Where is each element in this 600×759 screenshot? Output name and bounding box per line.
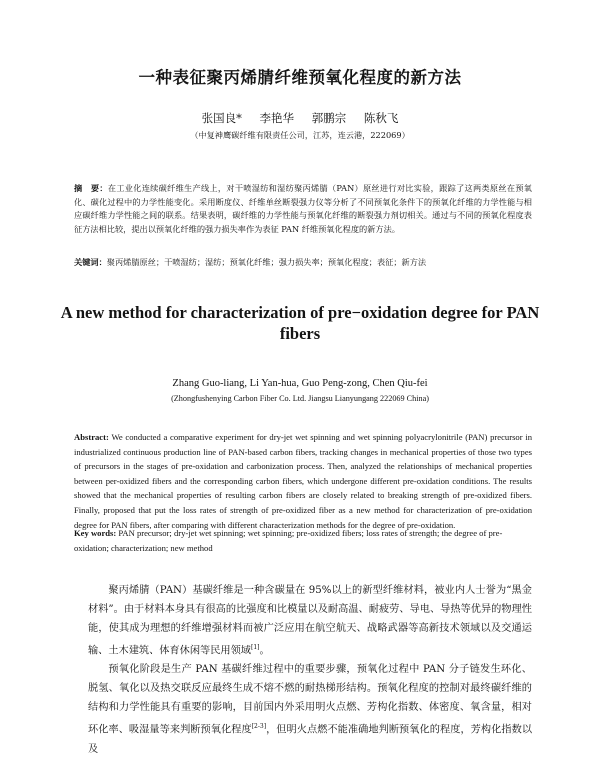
chinese-keywords: [74, 257, 532, 268]
body-paragraph-text: 预氧化阶段是生产 PAN 基碳纤维过程中的重要步骤，预氧化过程中 PAN 分子链发生环化、脱氢、氧化以及热交联反应最终生成不熔不燃的耐热梯形结构。预氧化程度的控制对最终碳纤维的结构和力学性能具有重要的影响，目前国内外采用明火点燃、芳构化指数、体密度、氧含量，相对环化率、吸湿量等来判断预氧化程度: [88, 664, 532, 736]
chinese-abstract-text: 在工业化连续碳纤维生产线上，对干喷湿纺和湿纺聚丙烯腈（PAN）原丝进行对比实验，跟踪了这两类原丝在预氧化、碳化过程中的力学性能变化。采用断度仪、纤维单丝断裂强力仪等分析了不同预氧化条件下的预氧化纤维的力学性能与相应碳纤维力学性能之间的联系。结果表明，碳纤维的力学性能与预氧化纤维的断裂强力剂切相关。通过与不同的预氧化程度表征方法相比较，提出以预氧化纤维的强力损失率作为表征 PAN 纤维预氧化程度的新方法。: [74, 183, 532, 234]
body-paragraph: [88, 581, 532, 660]
english-abstract: [74, 430, 532, 532]
english-authors: Zhang Guo-liang, Li Yan-hua, Guo Peng-zong, Chen Qiu-fei: [172, 378, 428, 389]
chinese-title: 一种表征聚丙烯腈纤维预氧化程度的新方法: [138, 68, 462, 87]
english-abstract-text: We conducted a comparative experiment for dry-jet wet spinning and wet spinning polyacrylonitrile (PAN) precursor in industrialized continuous production line of PAN-based carbon fibers, tracking changes in mechanical properties of those two types of precursors in the stages of pre-oxidation and carbonization process. Then, analyzed the relationships of mechanical properties between per-oxidized fibers and the corresponding carbon fibers, which undergone different pre-oxidation conditions. The results showed that the mechanical properties of resulting carbon fibers are closely related to breaking strength of pre-oxidized fibers. Finally, proposed that put the loss rates of strength of pre-oxidized fiber as a new method for characterization of pre-oxidation degree for PAN fibers, after comparing with different characterization methods for the degree of pre-oxidation.: [74, 432, 532, 530]
english-abstract-label: Abstract:: [74, 432, 109, 442]
body-text: [88, 581, 532, 759]
body-paragraph-text: 聚丙烯腈（PAN）基碳纤维是一种含碳量在 95%以上的新型纤维材料，被业内人士誉为“黑金材料”。由于材料本身具有很高的比强度和比模量以及耐高温、耐疲劳、导电、导热等优异的物理性能，使其成为理想的纤维增强材料而被广泛应用在航空航天、战略武器等高新技术领域以及交通运输、土木建筑、体育休闲等民用领域: [88, 585, 532, 657]
citation-ref: [1]: [251, 644, 260, 651]
english-keywords-text: PAN precursor; dry-jet wet spinning; wet spinning; pre-oxidized fibers; loss rates of strength; the degree of pre-oxidation; characterization; new method: [74, 528, 503, 553]
chinese-keywords-label: 关键词：: [74, 257, 107, 267]
english-affiliation: (Zhongfushenying Carbon Fiber Co. Ltd. Jiangsu Lianyungang 222069 China): [171, 394, 429, 403]
chinese-authors: 张国良* 李艳华 郭鹏宗 陈秋飞: [201, 111, 399, 125]
chinese-keywords-text: 聚丙烯腈原丝；干喷湿纺；湿纺；预氧化纤维；强力损失率；预氧化程度；表征；新方法: [106, 257, 427, 267]
english-keywords: [74, 526, 532, 555]
body-paragraph-end: ，但明火点燃不能准确地判断预氧化的程度，芳构化指数以及: [88, 724, 533, 755]
chinese-abstract-label: 摘 要：: [74, 183, 108, 193]
chinese-abstract: [74, 182, 532, 236]
english-title: A new method for characterization of pre−oxidation degree for PAN fibers: [60, 303, 540, 343]
english-keywords-label: Key words:: [74, 528, 117, 538]
body-paragraph-end: 。: [259, 645, 270, 657]
body-paragraph: [88, 660, 532, 758]
citation-ref: [2-3]: [251, 723, 267, 731]
chinese-affiliation: （中复神鹰碳纤维有限责任公司，江苏，连云港，222069）: [190, 130, 410, 140]
